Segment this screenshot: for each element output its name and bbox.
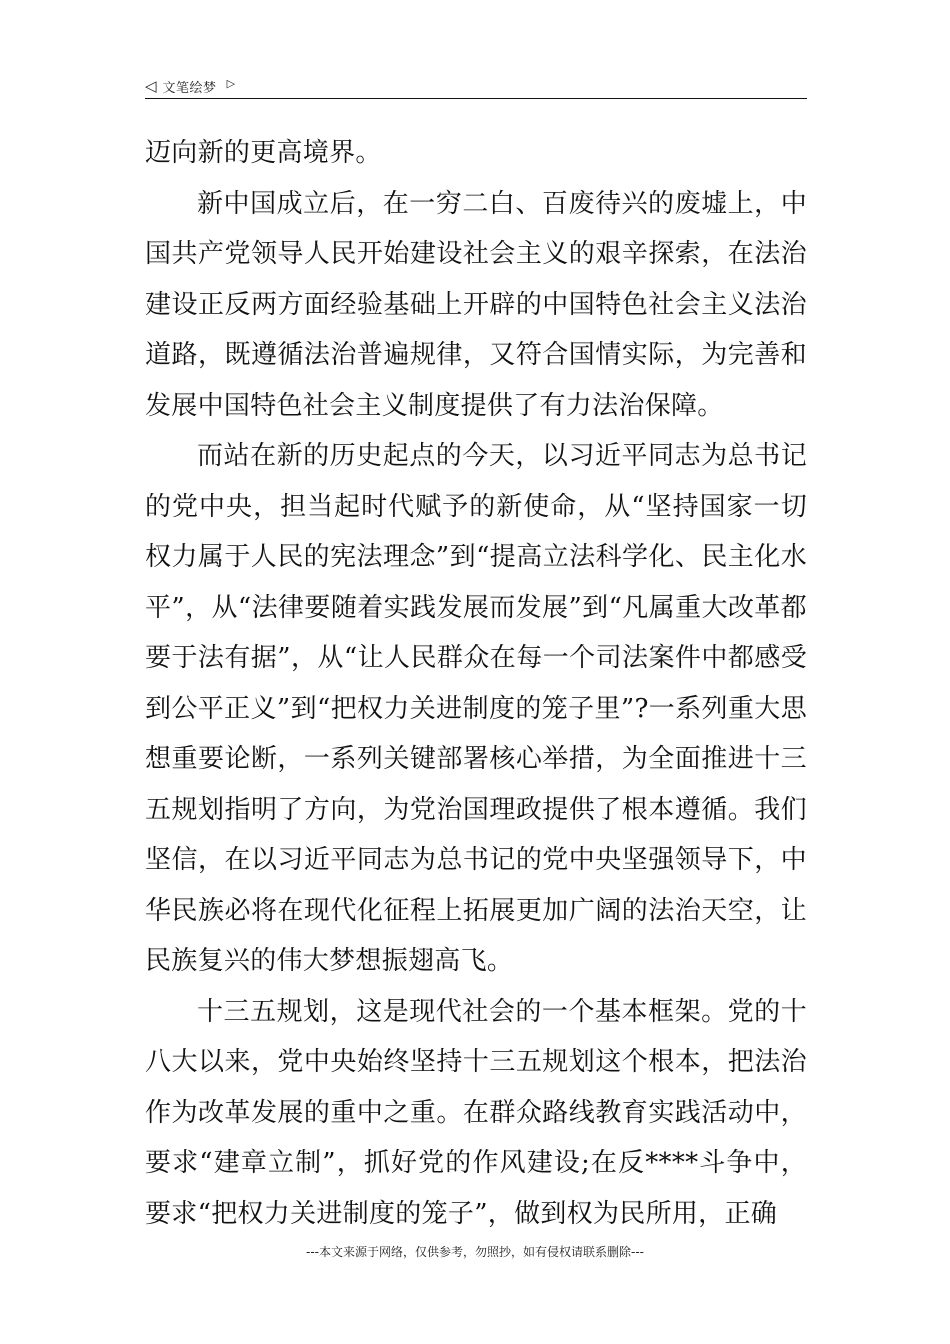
page-header [145,74,807,98]
paragraph: 十三五规划，这是现代社会的一个基本框架。党的十八大以来，党中央始终坚持十三五规划这个根本，把法治作为改革发展的重中之重。在群众路线教育实践活动中，要求“建章立制”，抓好党的作风建设;在反****斗争中，要求“把权力关进制度的笼子”，做到权为民所用，正确 [145,996,807,1229]
header-title: 文笔绘梦 [162,80,217,96]
right-triangle-icon: ▷ [226,76,236,90]
header-divider [145,98,807,99]
paragraph: 新中国成立后，在一穷二白、百废待兴的废墟上，中国共产党领导人民开始建设社会主义的艰辛探索，在法治建设正反两方面经验基础上开辟的中国特色社会主义法治道路，既遵循法治普遍规律，又符合国情实际，为完善和发展中国特色社会主义制度提供了有力法治保障。 [145,188,807,421]
document-body [145,128,807,1239]
paragraph-continuation: 迈向新的更高境界。 [145,138,382,168]
paragraph: 而站在新的历史起点的今天，以习近平同志为总书记的党中央，担当起时代赋予的新使命，从“坚持国家一切权力属于人民的宪法理念”到“提高立法科学化、民主化水平”，从“法律要随着实践发展而发展”到“凡属重大改革都要于法有据”，从“让人民群众在每一个司法案件中都感受到公平正义”到“把权力关进制度的笼子里”?一系列重大思想重要论断，一系列关键部署核心举措，为全面推进十三五规划指明了方向，为党治国理政提供了根本遵循。我们坚信，在以习近平同志为总书记的党中央坚强领导下，中华民族必将在现代化征程上拓展更加广阔的法治天空，让民族复兴的伟大梦想振翅高飞。 [145,441,807,976]
footer-disclaimer: ---本文来源于网络，仅供参考，勿照抄，如有侵权请联系删除--- [306,1245,644,1259]
left-triangle-icon: ◁ [145,76,157,95]
